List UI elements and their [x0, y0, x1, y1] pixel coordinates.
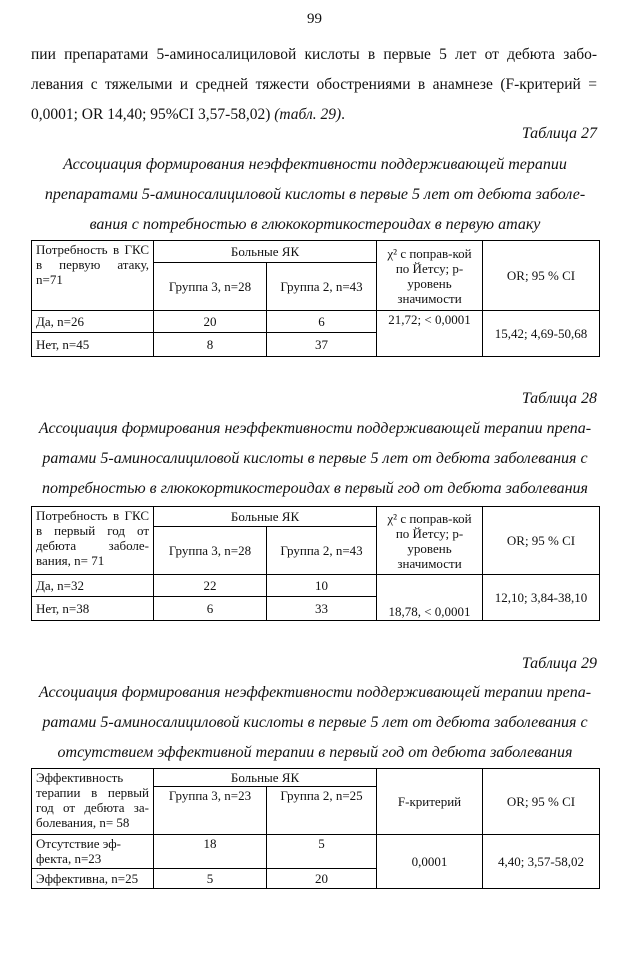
body-paragraph [31, 40, 597, 130]
table29-cell: 5 [267, 835, 377, 869]
table29-header-or: OR; 95 % CI [483, 769, 600, 835]
table29-header-group3: Группа 3, n=23 [154, 787, 267, 835]
paragraph-end: . [341, 106, 346, 123]
table28-or-value: 12,10; 3,84-38,10 [483, 575, 600, 621]
table29-caption-line-2: ратами 5-аминосалициловой кислоты в первые 5 лет от дебюта заболевания с [42, 714, 588, 731]
table27-cell: 20 [154, 311, 267, 333]
table27-header-chi: χ² с поправ-кой по Йетсу; р-уровень значимости [377, 241, 483, 311]
table27-caption-line-2: препаратами 5-аминосалициловой кислоты в первые 5 лет от дебюта заболе- [44, 186, 586, 203]
table27-header-or: OR; 95 % CI [483, 241, 600, 311]
table27-or-value: 15,42; 4,69-50,68 [483, 311, 600, 357]
table29-cell: 20 [267, 869, 377, 889]
table29-cell: 18 [154, 835, 267, 869]
table29-caption-line-1: Ассоциация формирования неэффективности поддерживающей терапии препа- [38, 684, 592, 701]
table28-label: Таблица 28 [521, 390, 597, 407]
table29-caption [31, 678, 599, 768]
table28-caption [31, 414, 599, 504]
page-number: 99 [307, 11, 322, 27]
table28-cell: 10 [267, 575, 377, 597]
table27-row-label: Да, n=26 [32, 311, 154, 333]
table28-row-label: Да, n=32 [32, 575, 154, 597]
table29-or-value: 4,40; 3,57-58,02 [483, 835, 600, 889]
table27-caption [31, 150, 599, 240]
table29-f-value: 0,0001 [377, 835, 483, 889]
table28-cell: 6 [154, 597, 267, 621]
table27-row-label: Нет, n=45 [32, 333, 154, 357]
table27-label: Таблица 27 [521, 125, 597, 142]
paragraph-line-3: = 0,0001; OR 14,40; 95%CI 3,57-58,02) [31, 76, 597, 123]
table28-header-group2: Группа 2, n=43 [267, 527, 377, 575]
table28-header-chi: χ² с поправ-кой по Йетсу; р-уровень значимости [377, 507, 483, 575]
table27-header-group2: Группа 2, n=43 [267, 263, 377, 311]
table27 [31, 240, 600, 357]
paragraph-line-2: левания с тяжелыми и средней тяжести обострениями в анамнезе (F-критерий [31, 76, 581, 93]
table27-header-need: Потребность в ГКС в первую атаку, n=71 [32, 241, 154, 311]
table27-caption-line-3: вания с потребностью в глюкокортикостероидах в первую атаку [89, 216, 541, 233]
table29-header-group: Больные ЯК [154, 769, 377, 787]
table28-row-label: Нет, n=38 [32, 597, 154, 621]
table27-cell: 37 [267, 333, 377, 357]
table29-header-group2: Группа 2, n=25 [267, 787, 377, 835]
table28-header-group3: Группа 3, n=28 [154, 527, 267, 575]
table29-caption-line-3: отсутствием эффективной терапии в первый год от дебюта заболевания [57, 744, 573, 761]
table-reference: (табл. 29) [274, 106, 342, 123]
table27-cell: 6 [267, 311, 377, 333]
table28-caption-line-1: Ассоциация формирования неэффективности поддерживающей терапии препа- [38, 420, 592, 437]
table28-header-need: Потребность в ГКС в первый год от дебюта заболе-вания, n= 71 [32, 507, 154, 575]
table28-header-or: OR; 95 % CI [483, 507, 600, 575]
table29 [31, 768, 600, 889]
table29-row-label: Эффективна, n=25 [32, 869, 154, 889]
table29-label: Таблица 29 [521, 655, 597, 672]
table27-chi-value: 21,72; < 0,0001 [377, 311, 483, 357]
table27-header-group: Больные ЯК [154, 241, 377, 263]
table28-caption-line-3: потребностью в глюкокортикостероидах в первый год от дебюта заболевания [42, 480, 588, 497]
table27-cell: 8 [154, 333, 267, 357]
table29-header-efficacy: Эффективность терапии в первый год от дебюта за-болевания, n= 58 [32, 769, 154, 835]
table28-cell: 22 [154, 575, 267, 597]
table29-cell: 5 [154, 869, 267, 889]
paragraph-line-1: пии препаратами 5-аминосалициловой кислоты в первые 5 лет от дебюта забо- [31, 46, 597, 63]
table27-header-group3: Группа 3, n=28 [154, 263, 267, 311]
table28-cell: 33 [267, 597, 377, 621]
table28 [31, 506, 600, 621]
table29-row-label: Отсутствие эф-фекта, n=23 [32, 835, 154, 869]
table28-caption-line-2: ратами 5-аминосалициловой кислоты в первые 5 лет от дебюта заболевания с [42, 450, 588, 467]
table29-header-f: F-критерий [377, 769, 483, 835]
table28-chi-value: 18,78, < 0,0001 [377, 575, 483, 621]
table28-header-group: Больные ЯК [154, 507, 377, 527]
table27-caption-line-1: Ассоциация формирования неэффективности поддерживающей терапии [63, 156, 567, 173]
